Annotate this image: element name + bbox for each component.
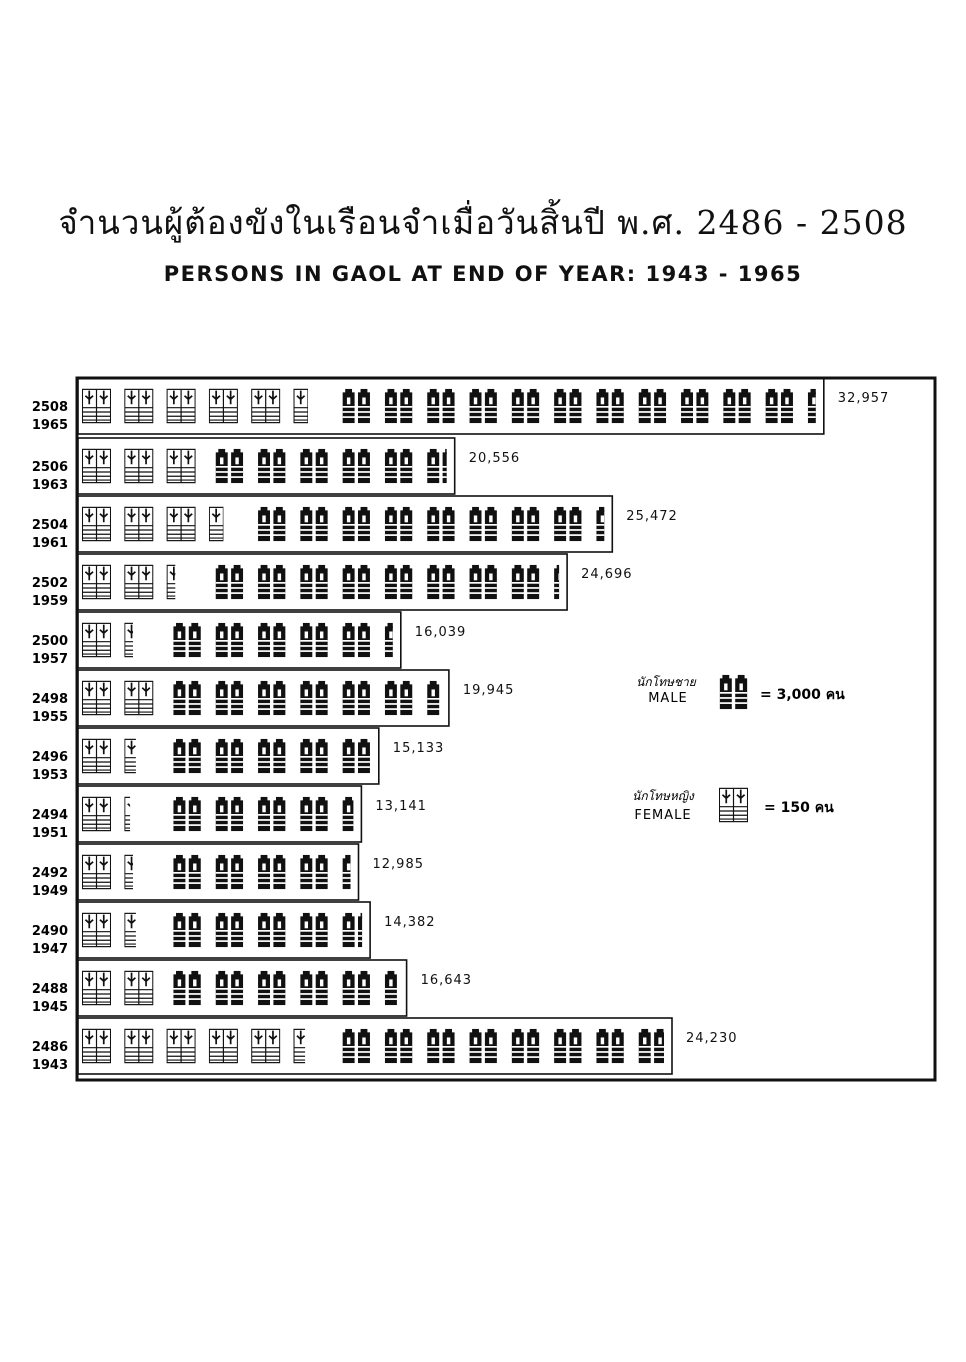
legend-female-label: FEMALE [634, 808, 692, 823]
male-icon [723, 389, 750, 423]
male-icon [385, 507, 412, 541]
tick-label-be: 2504 [31, 518, 68, 533]
tick-label-be: 2494 [31, 808, 68, 823]
male-icon [300, 623, 327, 657]
chart-title: PERSONS IN GAOL AT END OF YEAR: 1943 - 1965 [163, 262, 803, 286]
female-icon [294, 389, 322, 422]
tick-label-ce: 1959 [31, 594, 68, 609]
male-icon [216, 739, 243, 773]
male-icon [596, 507, 623, 541]
tick-label-be: 2496 [31, 750, 68, 765]
female-icon [82, 855, 110, 888]
male-icon [343, 565, 370, 599]
male-icon [596, 1029, 623, 1063]
female-icon [125, 855, 153, 888]
female-icon [82, 449, 110, 482]
bar-row [78, 612, 466, 668]
plot-frame [77, 378, 935, 1080]
male-icon [173, 739, 200, 773]
male-icon [300, 449, 327, 483]
legend-female-icon [719, 788, 747, 821]
male-icon [427, 565, 454, 599]
male-icon [300, 855, 327, 889]
female-icon [125, 739, 153, 772]
male-icon [343, 913, 370, 947]
tick-label-ce: 1955 [31, 710, 68, 725]
male-icon [427, 681, 454, 715]
male-icon [216, 565, 243, 599]
male-icon [343, 971, 370, 1005]
female-icon [82, 797, 110, 830]
male-icon [258, 681, 285, 715]
male-icon [343, 389, 370, 423]
female-icon [82, 913, 110, 946]
female-icon [82, 681, 110, 714]
bar-row [78, 902, 436, 958]
legend-male-value: = 3,000 คน [760, 687, 845, 703]
male-icon [427, 507, 454, 541]
value-label: 15,133 [392, 741, 445, 756]
bar-row [78, 438, 520, 494]
male-icon [554, 1029, 581, 1063]
male-icon [173, 913, 200, 947]
male-icon [258, 449, 285, 483]
male-icon [258, 797, 285, 831]
female-icon [82, 389, 110, 422]
bar-row [78, 496, 678, 552]
bar-row [78, 670, 514, 726]
male-icon [216, 797, 243, 831]
male-icon [766, 389, 793, 423]
male-icon [681, 389, 708, 423]
tick-label-be: 2492 [31, 866, 68, 881]
male-icon [300, 797, 327, 831]
tick-label-ce: 1953 [31, 768, 68, 783]
male-icon [385, 971, 412, 1005]
male-icon [554, 507, 581, 541]
male-icon [512, 565, 539, 599]
male-icon [427, 389, 454, 423]
male-icon [173, 797, 200, 831]
female-icon [252, 389, 280, 422]
tick-label-ce: 1951 [31, 826, 68, 841]
value-label: 14,382 [384, 915, 436, 930]
tick-label-ce: 1965 [31, 418, 68, 433]
male-icon [343, 1029, 370, 1063]
male-icon [343, 623, 370, 657]
value-label: 16,039 [414, 625, 467, 640]
female-icon [82, 971, 110, 1004]
female-icon [125, 1029, 153, 1062]
tick-label-ce: 1961 [31, 536, 68, 551]
male-icon [216, 681, 243, 715]
bar-row [78, 378, 889, 434]
tick-label-be: 2500 [31, 634, 68, 649]
female-icon [167, 389, 195, 422]
male-icon [512, 1029, 539, 1063]
female-icon [125, 623, 153, 656]
female-icon [82, 739, 110, 772]
male-icon [216, 971, 243, 1005]
male-icon [808, 389, 835, 423]
male-icon [216, 449, 243, 483]
bar-row [78, 960, 472, 1016]
male-icon [343, 449, 370, 483]
male-icon [470, 1029, 497, 1063]
male-icon [639, 1029, 666, 1063]
female-icon [125, 681, 153, 714]
female-icon [294, 1029, 322, 1062]
female-icon [125, 389, 153, 422]
female-icon [167, 507, 195, 540]
female-icon [209, 1029, 237, 1062]
bar-row [78, 728, 444, 784]
value-label: 13,141 [375, 799, 427, 814]
male-icon [470, 565, 497, 599]
tick-label-be: 2490 [31, 924, 68, 939]
male-icon [427, 449, 454, 483]
value-label: 12,985 [372, 857, 424, 872]
value-label: 16,643 [420, 973, 473, 988]
female-icon [167, 449, 195, 482]
value-label: 25,472 [626, 509, 678, 524]
male-icon [258, 913, 285, 947]
bar-row [78, 786, 427, 842]
chart-title-thai: จำนวนผู้ต้องขังในเรือนจำเมื่อวันสิ้นปี พ.ศ. 2486 - 2508 [58, 203, 908, 242]
male-icon [427, 1029, 454, 1063]
tick-label-ce: 1957 [31, 652, 68, 667]
female-icon [125, 971, 153, 1004]
male-icon [385, 389, 412, 423]
male-icon [554, 389, 581, 423]
female-icon [82, 565, 110, 598]
male-icon [343, 855, 370, 889]
legend-male-label: MALE [648, 691, 688, 706]
male-icon [173, 971, 200, 1005]
male-icon [216, 855, 243, 889]
female-icon [125, 507, 153, 540]
value-label: 19,945 [462, 683, 515, 698]
tick-label-ce: 1947 [31, 942, 68, 957]
male-icon [385, 449, 412, 483]
male-icon [300, 971, 327, 1005]
male-icon [470, 507, 497, 541]
bar-row [78, 1018, 738, 1074]
female-icon [252, 1029, 280, 1062]
male-icon [512, 389, 539, 423]
tick-label-be: 2502 [31, 576, 68, 591]
female-icon [209, 507, 237, 540]
male-icon [300, 739, 327, 773]
male-icon [258, 971, 285, 1005]
male-icon [300, 507, 327, 541]
tick-label-be: 2486 [31, 1040, 68, 1055]
tick-label-be: 2488 [31, 982, 68, 997]
male-icon [596, 389, 623, 423]
tick-label-ce: 1943 [31, 1058, 68, 1073]
male-icon [173, 681, 200, 715]
male-icon [258, 507, 285, 541]
legend-male-label-thai: นักโทษชาย [636, 675, 696, 689]
value-label: 24,696 [581, 567, 633, 582]
male-icon [173, 623, 200, 657]
male-icon [385, 681, 412, 715]
tick-label-ce: 1949 [31, 884, 68, 899]
male-icon [385, 565, 412, 599]
male-icon [258, 855, 285, 889]
legend-female-label-thai: นักโทษหญิง [632, 789, 694, 803]
value-label: 20,556 [468, 451, 521, 466]
legend-female-value: = 150 คน [764, 800, 834, 816]
male-icon [300, 565, 327, 599]
male-icon [639, 389, 666, 423]
female-icon [125, 449, 153, 482]
female-icon [125, 565, 153, 598]
male-icon [343, 507, 370, 541]
value-label: 24,230 [686, 1031, 738, 1046]
female-icon [167, 565, 195, 598]
male-icon [300, 913, 327, 947]
male-icon [258, 565, 285, 599]
tick-label-be: 2506 [31, 460, 68, 475]
male-icon [343, 681, 370, 715]
male-icon [258, 739, 285, 773]
tick-label-ce: 1945 [31, 1000, 68, 1015]
male-icon [470, 389, 497, 423]
male-icon [173, 855, 200, 889]
bar-row [78, 844, 424, 900]
male-icon [300, 681, 327, 715]
male-icon [216, 913, 243, 947]
male-icon [343, 739, 370, 773]
value-label: 32,957 [837, 391, 890, 406]
male-icon [343, 797, 370, 831]
male-icon [512, 507, 539, 541]
female-icon [125, 913, 153, 946]
male-icon [385, 623, 412, 657]
female-icon [125, 797, 153, 830]
female-icon [82, 623, 110, 656]
tick-label-ce: 1963 [31, 478, 68, 493]
legend-male-icon [720, 675, 747, 709]
female-icon [82, 1029, 110, 1062]
male-icon [216, 623, 243, 657]
female-icon [167, 1029, 195, 1062]
bar-row [78, 554, 633, 610]
male-icon [385, 1029, 412, 1063]
tick-label-be: 2498 [31, 692, 68, 707]
tick-label-be: 2508 [31, 400, 68, 415]
female-icon [82, 507, 110, 540]
male-icon [258, 623, 285, 657]
female-icon [209, 389, 237, 422]
